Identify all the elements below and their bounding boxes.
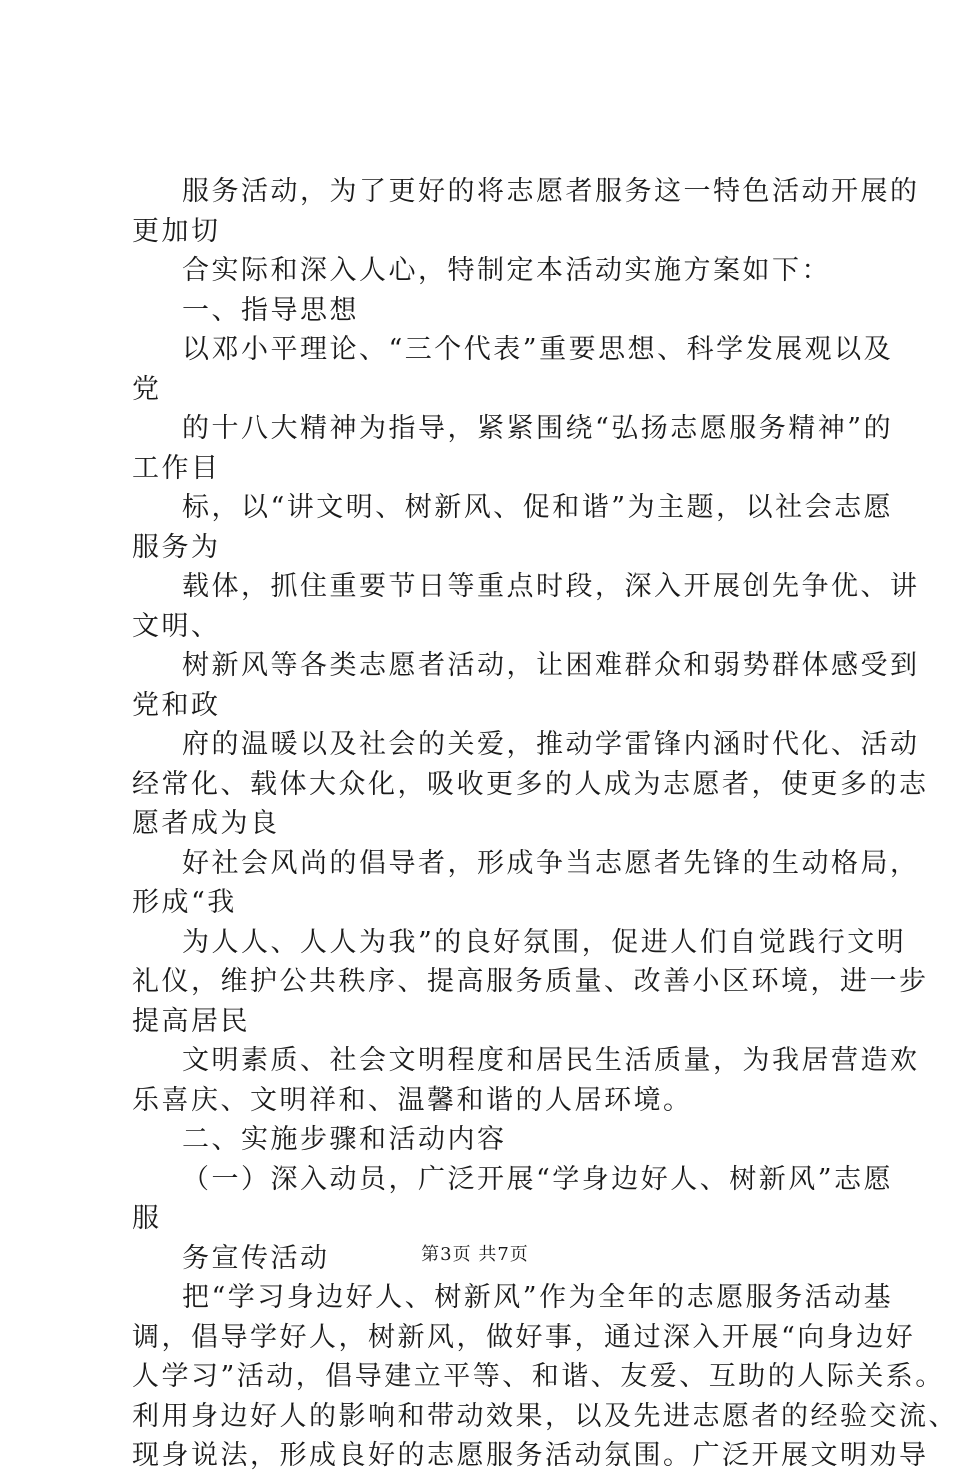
text-line: 文明素质、社会文明程度和居民生活质量，为我居营造欢 bbox=[182, 1045, 920, 1076]
text-line: 乐喜庆、文明祥和、温馨和谐的人居环境。 bbox=[132, 1084, 693, 1116]
text-line: 二、实施步骤和活动内容 bbox=[182, 1124, 507, 1155]
text-line: 党 bbox=[132, 373, 162, 405]
text-line: 好社会风尚的倡导者，形成争当志愿者先锋的生动格局， bbox=[182, 847, 920, 879]
text-line: 把“学习身边好人、树新风”作为全年的志愿服务活动基 bbox=[182, 1282, 894, 1313]
text-line: 服 bbox=[132, 1203, 162, 1234]
text-line: 的十八大精神为指导，紧紧围绕“弘扬志愿服务精神”的 bbox=[182, 413, 894, 444]
text-line: 载体，抓住重要节日等重点时段，深入开展创先争优、讲 bbox=[182, 571, 920, 602]
text-line: 经常化、载体大众化，吸收更多的人成为志愿者，使更多的志 bbox=[132, 768, 929, 800]
text-line: 府的温暖以及社会的关爱，推动学雷锋内涵时代化、活动 bbox=[182, 729, 920, 760]
text-line: 务宣传活动 bbox=[182, 1242, 330, 1274]
text-line: 形成“我 bbox=[132, 887, 237, 918]
text-line: 人学习”活动，倡导建立平等、和谐、友爱、互助的人际关系。 bbox=[132, 1361, 945, 1392]
text-line: 利用身边好人的影响和带动效果，以及先进志愿者的经验交流、 bbox=[132, 1400, 958, 1432]
document-body bbox=[132, 172, 958, 1476]
text-line: 服务为 bbox=[132, 531, 221, 563]
text-line: 以邓小平理论、“三个代表”重要思想、科学发展观以及 bbox=[182, 334, 894, 365]
text-line: 为人人、人人为我”的良好氛围，促进人们自觉践行文明 bbox=[182, 926, 907, 958]
text-line: 一、指导思想 bbox=[182, 294, 359, 326]
text-line: 调，倡导学好人，树新风，做好事，通过深入开展“向身边好 bbox=[132, 1321, 916, 1353]
text-line: 工作目 bbox=[132, 452, 221, 484]
text-line: 更加切 bbox=[132, 215, 221, 247]
text-line: 愿者成为良 bbox=[132, 808, 280, 839]
page-number-footer: 第3页 共7页 bbox=[421, 1244, 529, 1265]
text-line: 现身说法，形成良好的志愿服务活动氛围。广泛开展文明劝导 bbox=[132, 1440, 929, 1471]
text-line: （一）深入动员，广泛开展“学身边好人、树新风”志愿 bbox=[182, 1163, 894, 1195]
text-line: 提高居民 bbox=[132, 1005, 250, 1037]
text-line: 标，以“讲文明、树新风、促和谐”为主题，以社会志愿 bbox=[182, 492, 894, 523]
text-line: 党和政 bbox=[132, 689, 221, 721]
text-line: 合实际和深入人心，特制定本活动实施方案如下： bbox=[182, 255, 831, 286]
text-line: 服务活动，为了更好的将志愿者服务这一特色活动开展的 bbox=[182, 176, 920, 207]
text-line: 树新风等各类志愿者活动，让困难群众和弱势群体感受到 bbox=[182, 650, 920, 681]
text-line: 礼仪，维护公共秩序、提高服务质量、改善小区环境，进一步 bbox=[132, 966, 929, 997]
text-line: 文明、 bbox=[132, 610, 221, 642]
